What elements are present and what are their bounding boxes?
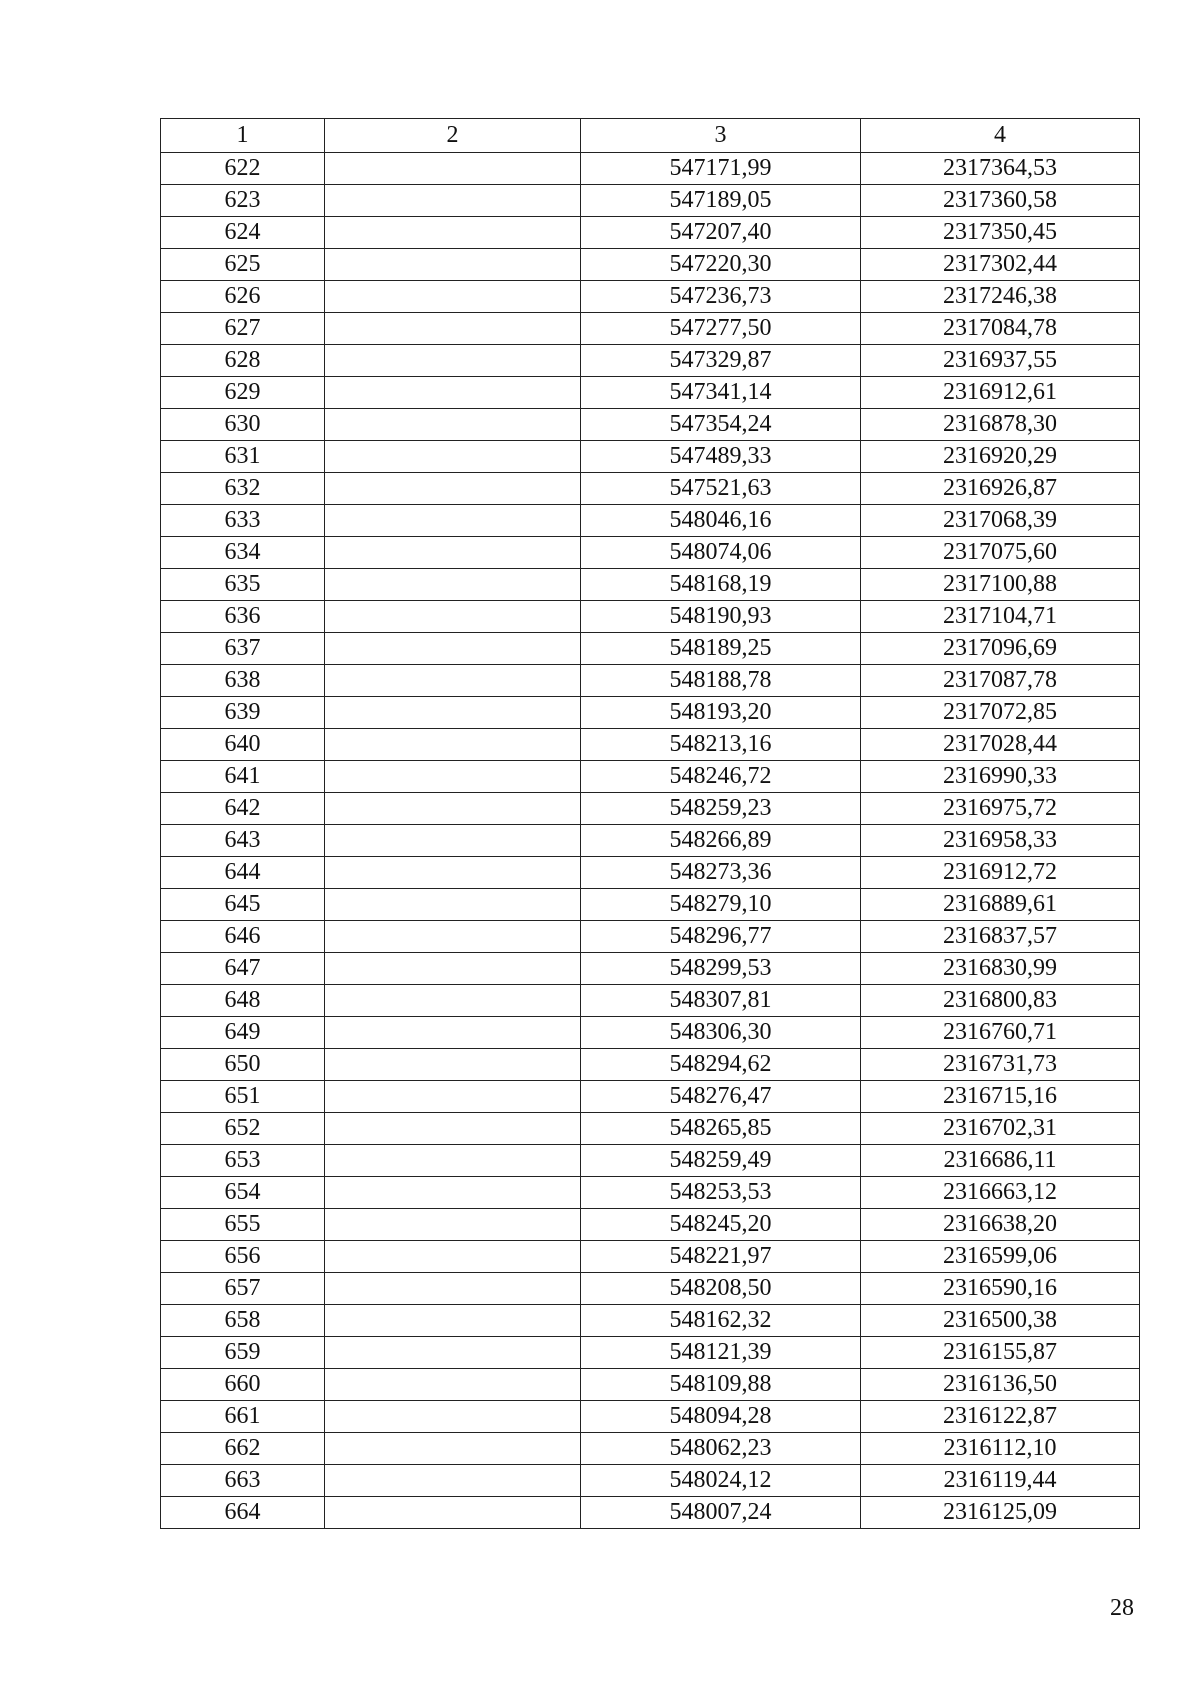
description-cell	[325, 377, 581, 409]
x-coordinate-cell: 548024,12	[581, 1465, 861, 1497]
table-row	[161, 473, 1140, 505]
y-coordinate-cell: 2316686,11	[861, 1145, 1140, 1177]
x-coordinate-cell: 548246,72	[581, 761, 861, 793]
point-number-cell: 636	[161, 601, 325, 633]
x-coordinate-cell: 548193,20	[581, 697, 861, 729]
table-row	[161, 825, 1140, 857]
table-row	[161, 985, 1140, 1017]
table-row	[161, 1465, 1140, 1497]
x-coordinate-cell: 548276,47	[581, 1081, 861, 1113]
description-cell	[325, 505, 581, 537]
x-coordinate-cell: 548168,19	[581, 569, 861, 601]
point-number-cell: 632	[161, 473, 325, 505]
x-coordinate-cell: 548162,32	[581, 1305, 861, 1337]
table-row	[161, 217, 1140, 249]
table-row	[161, 409, 1140, 441]
y-coordinate-cell: 2316937,55	[861, 345, 1140, 377]
point-number-cell: 639	[161, 697, 325, 729]
y-coordinate-cell: 2316702,31	[861, 1113, 1140, 1145]
point-number-cell: 658	[161, 1305, 325, 1337]
point-number-cell: 664	[161, 1497, 325, 1529]
point-number-cell: 657	[161, 1273, 325, 1305]
x-coordinate-cell: 547521,63	[581, 473, 861, 505]
point-number-cell: 623	[161, 185, 325, 217]
x-coordinate-cell: 548094,28	[581, 1401, 861, 1433]
point-number-cell: 646	[161, 921, 325, 953]
description-cell	[325, 217, 581, 249]
x-coordinate-cell: 547189,05	[581, 185, 861, 217]
y-coordinate-cell: 2316889,61	[861, 889, 1140, 921]
table-row	[161, 1081, 1140, 1113]
x-coordinate-cell: 547354,24	[581, 409, 861, 441]
table-row	[161, 601, 1140, 633]
table-row	[161, 377, 1140, 409]
description-cell	[325, 633, 581, 665]
y-coordinate-cell: 2317075,60	[861, 537, 1140, 569]
description-cell	[325, 825, 581, 857]
y-coordinate-cell: 2316958,33	[861, 825, 1140, 857]
point-number-cell: 627	[161, 313, 325, 345]
y-coordinate-cell: 2317096,69	[861, 633, 1140, 665]
y-coordinate-cell: 2317068,39	[861, 505, 1140, 537]
y-coordinate-cell: 2317360,58	[861, 185, 1140, 217]
table-row	[161, 1177, 1140, 1209]
description-cell	[325, 1017, 581, 1049]
y-coordinate-cell: 2316112,10	[861, 1433, 1140, 1465]
y-coordinate-cell: 2316837,57	[861, 921, 1140, 953]
y-coordinate-cell: 2316638,20	[861, 1209, 1140, 1241]
table-row	[161, 1337, 1140, 1369]
point-number-cell: 655	[161, 1209, 325, 1241]
table-row	[161, 1497, 1140, 1529]
x-coordinate-cell: 548273,36	[581, 857, 861, 889]
x-coordinate-cell: 548306,30	[581, 1017, 861, 1049]
point-number-cell: 656	[161, 1241, 325, 1273]
x-coordinate-cell: 547207,40	[581, 217, 861, 249]
y-coordinate-cell: 2316800,83	[861, 985, 1140, 1017]
table-row	[161, 697, 1140, 729]
point-number-cell: 662	[161, 1433, 325, 1465]
page-number: 28	[1110, 1595, 1134, 1621]
y-coordinate-cell: 2316912,72	[861, 857, 1140, 889]
point-number-cell: 633	[161, 505, 325, 537]
table-row	[161, 345, 1140, 377]
y-coordinate-cell: 2316500,38	[861, 1305, 1140, 1337]
description-cell	[325, 441, 581, 473]
y-coordinate-cell: 2316990,33	[861, 761, 1140, 793]
table-row	[161, 281, 1140, 313]
table-row	[161, 921, 1140, 953]
x-coordinate-cell: 547277,50	[581, 313, 861, 345]
column-header-2: 2	[325, 119, 581, 153]
y-coordinate-cell: 2317100,88	[861, 569, 1140, 601]
table-row	[161, 857, 1140, 889]
coordinates-table	[160, 118, 1140, 1529]
point-number-cell: 641	[161, 761, 325, 793]
description-cell	[325, 1433, 581, 1465]
description-cell	[325, 665, 581, 697]
description-cell	[325, 1337, 581, 1369]
point-number-cell: 624	[161, 217, 325, 249]
table-row	[161, 569, 1140, 601]
point-number-cell: 661	[161, 1401, 325, 1433]
point-number-cell: 660	[161, 1369, 325, 1401]
description-cell	[325, 1049, 581, 1081]
table-row	[161, 1305, 1140, 1337]
column-header-1: 1	[161, 119, 325, 153]
table-row	[161, 633, 1140, 665]
y-coordinate-cell: 2316760,71	[861, 1017, 1140, 1049]
y-coordinate-cell: 2317302,44	[861, 249, 1140, 281]
table-row	[161, 185, 1140, 217]
description-cell	[325, 953, 581, 985]
description-cell	[325, 153, 581, 185]
y-coordinate-cell: 2316926,87	[861, 473, 1140, 505]
point-number-cell: 625	[161, 249, 325, 281]
description-cell	[325, 185, 581, 217]
point-number-cell: 649	[161, 1017, 325, 1049]
y-coordinate-cell: 2316731,73	[861, 1049, 1140, 1081]
table-row	[161, 441, 1140, 473]
x-coordinate-cell: 548046,16	[581, 505, 861, 537]
table-row	[161, 153, 1140, 185]
point-number-cell: 654	[161, 1177, 325, 1209]
point-number-cell: 629	[161, 377, 325, 409]
x-coordinate-cell: 547489,33	[581, 441, 861, 473]
y-coordinate-cell: 2316119,44	[861, 1465, 1140, 1497]
description-cell	[325, 857, 581, 889]
x-coordinate-cell: 548213,16	[581, 729, 861, 761]
y-coordinate-cell: 2316136,50	[861, 1369, 1140, 1401]
table-row	[161, 665, 1140, 697]
x-coordinate-cell: 548307,81	[581, 985, 861, 1017]
table-body	[161, 153, 1140, 1529]
x-coordinate-cell: 547236,73	[581, 281, 861, 313]
y-coordinate-cell: 2317104,71	[861, 601, 1140, 633]
x-coordinate-cell: 548189,25	[581, 633, 861, 665]
y-coordinate-cell: 2316830,99	[861, 953, 1140, 985]
point-number-cell: 631	[161, 441, 325, 473]
x-coordinate-cell: 548245,20	[581, 1209, 861, 1241]
x-coordinate-cell: 547341,14	[581, 377, 861, 409]
point-number-cell: 652	[161, 1113, 325, 1145]
y-coordinate-cell: 2316912,61	[861, 377, 1140, 409]
description-cell	[325, 281, 581, 313]
description-cell	[325, 409, 581, 441]
description-cell	[325, 985, 581, 1017]
x-coordinate-cell: 547171,99	[581, 153, 861, 185]
x-coordinate-cell: 547329,87	[581, 345, 861, 377]
table-row	[161, 1273, 1140, 1305]
table-row	[161, 761, 1140, 793]
y-coordinate-cell: 2316155,87	[861, 1337, 1140, 1369]
description-cell	[325, 1369, 581, 1401]
header-row	[161, 119, 1140, 153]
y-coordinate-cell: 2317084,78	[861, 313, 1140, 345]
point-number-cell: 650	[161, 1049, 325, 1081]
x-coordinate-cell: 548294,62	[581, 1049, 861, 1081]
y-coordinate-cell: 2317072,85	[861, 697, 1140, 729]
table-row	[161, 313, 1140, 345]
x-coordinate-cell: 548259,49	[581, 1145, 861, 1177]
description-cell	[325, 1113, 581, 1145]
description-cell	[325, 1465, 581, 1497]
table-row	[161, 1241, 1140, 1273]
y-coordinate-cell: 2316878,30	[861, 409, 1140, 441]
y-coordinate-cell: 2316663,12	[861, 1177, 1140, 1209]
y-coordinate-cell: 2316920,29	[861, 441, 1140, 473]
table-row	[161, 953, 1140, 985]
y-coordinate-cell: 2317028,44	[861, 729, 1140, 761]
x-coordinate-cell: 548121,39	[581, 1337, 861, 1369]
table-row	[161, 249, 1140, 281]
description-cell	[325, 249, 581, 281]
point-number-cell: 638	[161, 665, 325, 697]
description-cell	[325, 569, 581, 601]
y-coordinate-cell: 2316125,09	[861, 1497, 1140, 1529]
point-number-cell: 651	[161, 1081, 325, 1113]
x-coordinate-cell: 548299,53	[581, 953, 861, 985]
point-number-cell: 642	[161, 793, 325, 825]
point-number-cell: 644	[161, 857, 325, 889]
description-cell	[325, 345, 581, 377]
table-header	[161, 119, 1140, 153]
y-coordinate-cell: 2317087,78	[861, 665, 1140, 697]
point-number-cell: 647	[161, 953, 325, 985]
table-row	[161, 1113, 1140, 1145]
x-coordinate-cell: 547220,30	[581, 249, 861, 281]
description-cell	[325, 761, 581, 793]
description-cell	[325, 313, 581, 345]
point-number-cell: 663	[161, 1465, 325, 1497]
x-coordinate-cell: 548188,78	[581, 665, 861, 697]
description-cell	[325, 1273, 581, 1305]
table-row	[161, 729, 1140, 761]
point-number-cell: 637	[161, 633, 325, 665]
x-coordinate-cell: 548109,88	[581, 1369, 861, 1401]
point-number-cell: 622	[161, 153, 325, 185]
point-number-cell: 630	[161, 409, 325, 441]
table-row	[161, 1017, 1140, 1049]
x-coordinate-cell: 548007,24	[581, 1497, 861, 1529]
x-coordinate-cell: 548062,23	[581, 1433, 861, 1465]
description-cell	[325, 729, 581, 761]
point-number-cell: 628	[161, 345, 325, 377]
x-coordinate-cell: 548190,93	[581, 601, 861, 633]
description-cell	[325, 1145, 581, 1177]
point-number-cell: 648	[161, 985, 325, 1017]
point-number-cell: 634	[161, 537, 325, 569]
table-row	[161, 537, 1140, 569]
table-row	[161, 1369, 1140, 1401]
x-coordinate-cell: 548266,89	[581, 825, 861, 857]
y-coordinate-cell: 2317364,53	[861, 153, 1140, 185]
x-coordinate-cell: 548279,10	[581, 889, 861, 921]
point-number-cell: 645	[161, 889, 325, 921]
description-cell	[325, 1305, 581, 1337]
description-cell	[325, 1177, 581, 1209]
description-cell	[325, 889, 581, 921]
point-number-cell: 653	[161, 1145, 325, 1177]
description-cell	[325, 1209, 581, 1241]
x-coordinate-cell: 548265,85	[581, 1113, 861, 1145]
description-cell	[325, 537, 581, 569]
table-row	[161, 889, 1140, 921]
y-coordinate-cell: 2316122,87	[861, 1401, 1140, 1433]
table-row	[161, 1433, 1140, 1465]
description-cell	[325, 1081, 581, 1113]
y-coordinate-cell: 2316590,16	[861, 1273, 1140, 1305]
point-number-cell: 635	[161, 569, 325, 601]
x-coordinate-cell: 548259,23	[581, 793, 861, 825]
table-row	[161, 1145, 1140, 1177]
x-coordinate-cell: 548074,06	[581, 537, 861, 569]
point-number-cell: 640	[161, 729, 325, 761]
description-cell	[325, 697, 581, 729]
column-header-4: 4	[861, 119, 1140, 153]
y-coordinate-cell: 2317246,38	[861, 281, 1140, 313]
x-coordinate-cell: 548296,77	[581, 921, 861, 953]
table-row	[161, 505, 1140, 537]
table-row	[161, 1049, 1140, 1081]
table-row	[161, 1209, 1140, 1241]
y-coordinate-cell: 2316975,72	[861, 793, 1140, 825]
column-header-3: 3	[581, 119, 861, 153]
x-coordinate-cell: 548253,53	[581, 1177, 861, 1209]
y-coordinate-cell: 2316599,06	[861, 1241, 1140, 1273]
point-number-cell: 626	[161, 281, 325, 313]
point-number-cell: 643	[161, 825, 325, 857]
description-cell	[325, 793, 581, 825]
table-row	[161, 793, 1140, 825]
point-number-cell: 659	[161, 1337, 325, 1369]
y-coordinate-cell: 2316715,16	[861, 1081, 1140, 1113]
description-cell	[325, 473, 581, 505]
table-row	[161, 1401, 1140, 1433]
description-cell	[325, 921, 581, 953]
description-cell	[325, 1401, 581, 1433]
description-cell	[325, 601, 581, 633]
x-coordinate-cell: 548208,50	[581, 1273, 861, 1305]
description-cell	[325, 1241, 581, 1273]
description-cell	[325, 1497, 581, 1529]
y-coordinate-cell: 2317350,45	[861, 217, 1140, 249]
x-coordinate-cell: 548221,97	[581, 1241, 861, 1273]
